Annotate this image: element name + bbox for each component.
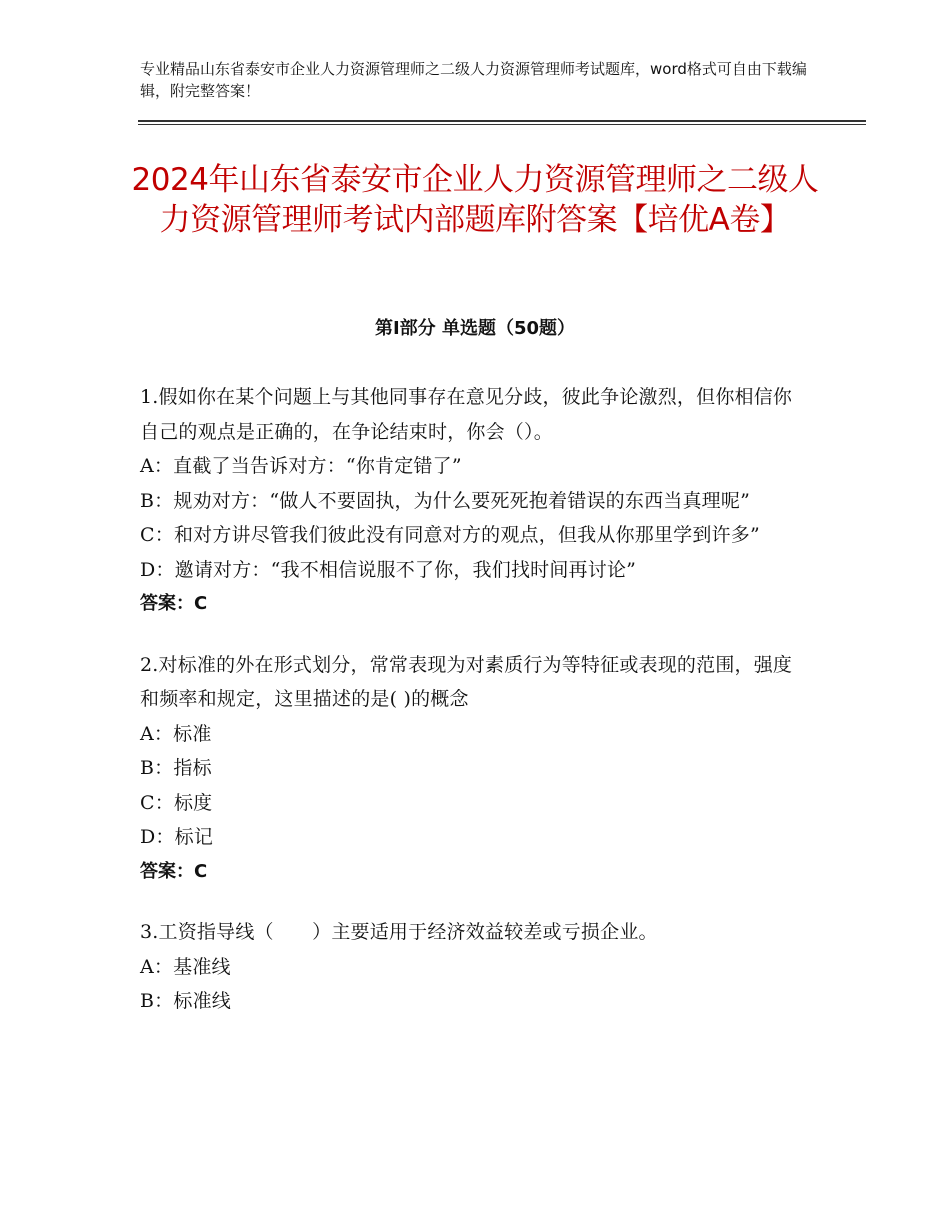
question-2 [140,648,810,890]
question-1 [140,380,810,622]
option-b: B：标准线 [140,990,231,1012]
question-list [140,380,810,1045]
question-stem: 1.假如你在某个问题上与其他同事存在意见分歧，彼此争论激烈，但你相信你自己的观点是正确的，在争论结束时，你会（）。 [140,386,793,443]
answer: 答案：C [140,860,208,882]
option-d: D：标记 [140,826,214,848]
question-3 [140,915,810,1019]
document-title: 2024年山东省泰安市企业人力资源管理师之二级人力资源管理师考试内部题库附答案【培优A卷】 [131,162,819,238]
option-b: B：指标 [140,757,212,779]
option-c: C：和对方讲尽管我们彼此没有同意对方的观点，但我从你那里学到许多” [140,524,760,546]
header-divider-thin [138,124,866,125]
section-title: 第Ⅰ部分 单选题（50题） [374,318,575,339]
option-a: A：直截了当告诉对方：“你肯定错了” [140,455,462,477]
option-a: A：标准 [140,722,212,745]
option-a: A：基准线 [140,955,231,978]
header-note: 专业精品山东省泰安市企业人力资源管理师之二级人力资源管理师考试题库，word格式可自由下载编辑，附完整答案！ [140,60,807,100]
question-stem: 3.工资指导线（ ）主要适用于经济效益较差或亏损企业。 [140,921,658,943]
option-b: B：规劝对方：“做人不要固执，为什么要死死抱着错误的东西当真理呢” [140,489,750,512]
answer: 答案：C [140,593,208,614]
option-d: D：邀请对方：“我不相信说服不了你，我们找时间再讨论” [140,558,637,581]
header-divider [138,120,866,122]
question-stem: 2.对标准的外在形式划分，常常表现为对素质行为等特征或表现的范围，强度和频率和规定，这里描述的是( )的概念 [140,653,793,710]
option-c: C：标度 [140,791,213,814]
